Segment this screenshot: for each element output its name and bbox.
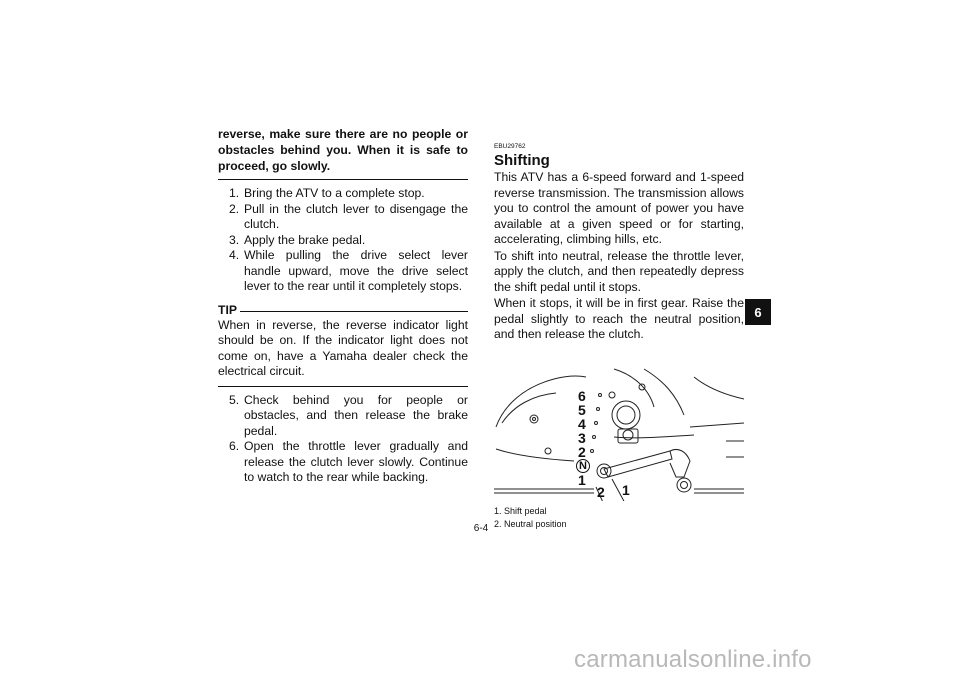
- tip-box: [218, 303, 468, 387]
- section-code: EBU29762: [494, 143, 526, 150]
- step-item: 6. Open the throttle lever gradually and release the clutch lever slowly. Continue to watch to the rear while backing.: [229, 439, 468, 484]
- gear-label-1: 1: [578, 471, 586, 488]
- gear-label-3: 3: [578, 429, 586, 446]
- shift-pedal-illustration: [494, 365, 744, 501]
- right-column: [494, 126, 744, 531]
- tip-text: When in reverse, the reverse indicator light should be on. If the indicator light does not come on, have a Yamaha dealer check the electrical circuit.: [218, 318, 468, 387]
- watermark: carmanualsonline.info: [574, 646, 812, 673]
- step-item: 4. While pulling the drive select lever handle upward, move the drive select lever to the rear until it completely stops.: [229, 248, 468, 293]
- warning-continuation: reverse, make sure there are no people or obstacles behind you. When it is safe to proceed, go slowly.: [218, 126, 468, 180]
- tip-title: TIP: [218, 302, 237, 317]
- gear-label-5: 5: [578, 401, 586, 418]
- gear-label-4: 4: [578, 415, 586, 432]
- section-heading: Shifting: [494, 152, 550, 169]
- gear-label-n: N: [576, 459, 590, 473]
- caption-item: 1. Shift pedal: [494, 505, 547, 516]
- body-paragraph: To shift into neutral, release the throttle lever, apply the clutch, and then repeatedly depress the shift pedal until it stops.: [494, 248, 744, 294]
- body-paragraph: When it stops, it will be in first gear. Raise the pedal slightly to reach the neutral position, and then release the clutch.: [494, 296, 744, 341]
- chapter-tab: 6: [745, 299, 771, 325]
- figure-captions: [494, 505, 744, 531]
- gear-label-2: 2: [578, 443, 586, 460]
- gear-label-6: 6: [578, 387, 586, 404]
- step-item: 5. Check behind you for people or obstacles, and then release the brake pedal.: [229, 392, 468, 438]
- caption-item: 2. Neutral position: [494, 518, 567, 529]
- step-item: 2. Pull in the clutch lever to disengage the clutch.: [229, 201, 468, 231]
- tip-rule: [240, 311, 468, 312]
- callout-neutral: 2: [597, 483, 605, 500]
- shift-pedal-figure: [494, 365, 744, 501]
- steps-list-b: [218, 393, 468, 486]
- left-column: [218, 126, 468, 486]
- callout-shift-pedal: 1: [622, 481, 630, 498]
- body-paragraph: This ATV has a 6-speed forward and 1-speed reverse transmission. The transmission allows you to control the amount of power you have available at a given speed or for starting, accelerating, climbing hills, etc.: [494, 170, 744, 246]
- step-item: 1. Bring the ATV to a complete stop.: [229, 186, 425, 200]
- page-number: 6-4: [473, 523, 489, 534]
- steps-list-a: [218, 186, 468, 295]
- step-item: 3. Apply the brake pedal.: [229, 232, 366, 247]
